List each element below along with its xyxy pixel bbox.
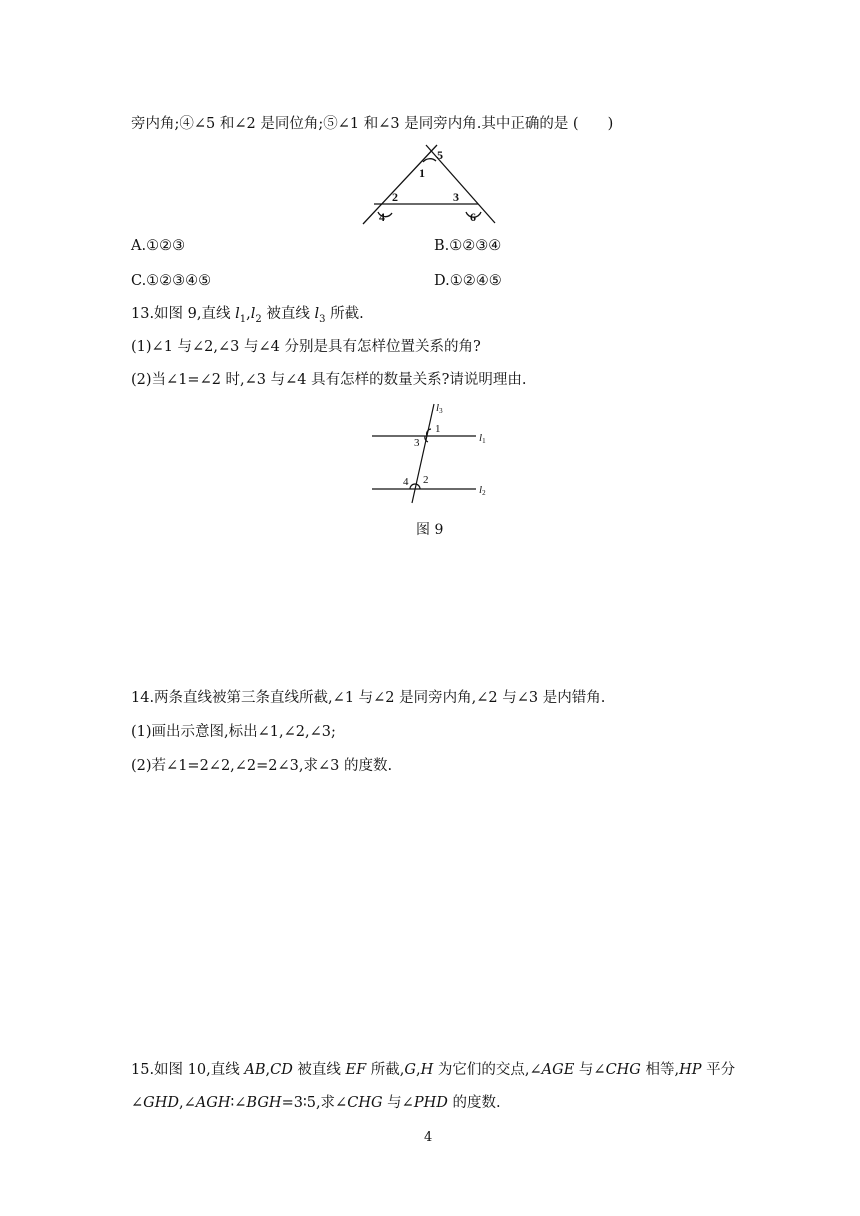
- q15-stem-line2: ∠GHD,∠AGH∶∠BGH=3∶5,求∠CHG 与∠PHD 的度数.: [131, 1095, 501, 1111]
- fig13-label-l1: l1: [479, 432, 486, 445]
- page-number: 4: [424, 1130, 433, 1145]
- fig13-label-4: 4: [403, 476, 409, 488]
- fig12-label-4: 4: [379, 210, 385, 224]
- q12-option-a: A.①②③: [131, 238, 186, 254]
- q14-part1: (1)画出示意图,标出∠1,∠2,∠3;: [131, 724, 336, 740]
- fig13-label-2: 2: [423, 474, 429, 486]
- q12-option-c: C.①②③④⑤: [131, 273, 212, 289]
- q12-stem-tail: 旁内角;④∠5 和∠2 是同位角;⑤∠1 和∠3 是同旁内角.其中正确的是 ( ): [131, 116, 614, 132]
- fig13-label-1: 1: [435, 423, 441, 435]
- fig12-label-6: 6: [470, 210, 476, 224]
- fig13-label-3: 3: [414, 437, 420, 449]
- fig12-label-1: 1: [419, 166, 425, 180]
- fig12-label-2: 2: [392, 190, 398, 204]
- fig13-label-l3: l3: [436, 402, 443, 415]
- fig12-label-5: 5: [437, 148, 443, 162]
- q14-part2: (2)若∠1=2∠2,∠2=2∠3,求∠3 的度数.: [131, 758, 393, 774]
- fig12-label-3: 3: [453, 190, 459, 204]
- q13-part1: (1)∠1 与∠2,∠3 与∠4 分别是具有怎样位置关系的角?: [131, 339, 481, 355]
- q12-option-d: D.①②④⑤: [434, 273, 502, 289]
- q13-part2: (2)当∠1=∠2 时,∠3 与∠4 具有怎样的数量关系?请说明理由.: [131, 372, 527, 388]
- q15-stem-line1: 15.如图 10,直线 AB,CD 被直线 EF 所截,G,H 为它们的交点,∠AGE 与∠CHG 相等,HP 平分: [131, 1062, 736, 1078]
- figure-9-caption: 图 9: [416, 522, 444, 538]
- q12-option-b: B.①②③④: [434, 238, 502, 254]
- q14-stem: 14.两条直线被第三条直线所截,∠1 与∠2 是同旁内角,∠2 与∠3 是内错角.: [131, 690, 606, 706]
- fig13-label-l2: l2: [479, 484, 486, 497]
- q13-stem: 13.如图 9,直线 $l_1,l_2$ 被直线 $l_3$ 所截.: [131, 306, 364, 325]
